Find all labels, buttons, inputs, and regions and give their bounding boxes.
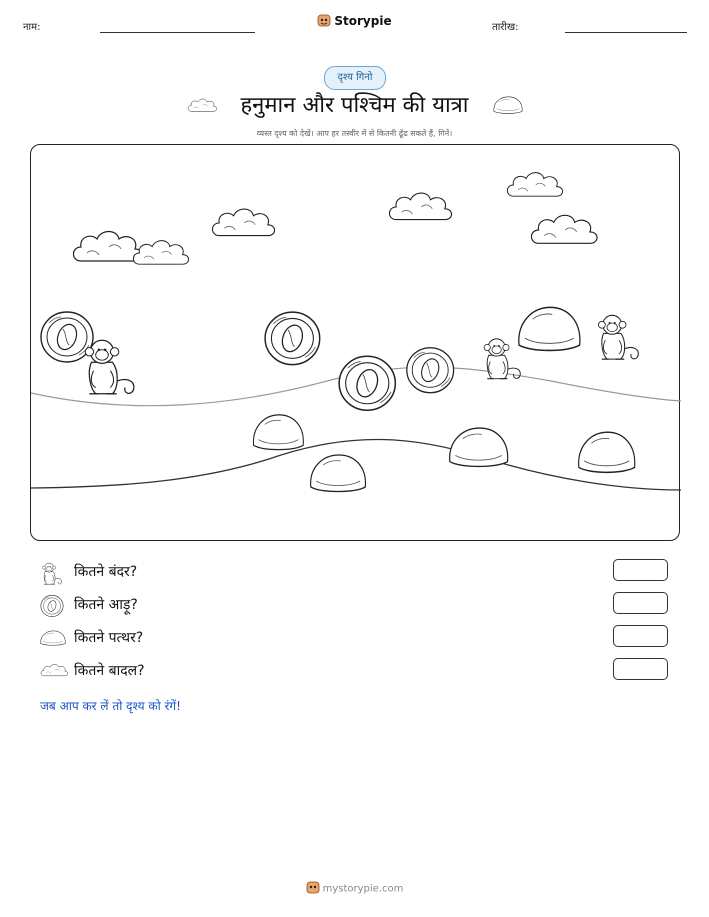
coloring-note: जब आप कर लें तो दृश्य को रंगें! [40,699,181,713]
brand [0,13,709,30]
cloud-icon [507,173,562,197]
footer [0,880,709,897]
question-text: कितने बंदर? [74,564,138,580]
monkey-icon [484,339,520,379]
peach-icon [41,312,93,362]
storypie-logo-icon [306,880,320,897]
answer-box-monkeys[interactable] [613,559,668,581]
footer-url[interactable]: mystorypie.com [322,883,404,895]
name-label: नाम: [23,22,41,33]
stone-icon [519,307,580,350]
cloud-icon [74,232,143,262]
storypie-logo-icon [317,13,331,30]
answer-box-clouds[interactable] [613,658,668,680]
answer-box-peaches[interactable] [613,592,668,614]
monkey-icon [85,340,134,394]
cloud-icon [389,193,451,220]
cloud-icon [40,660,68,684]
question-text: कितने बादल? [74,663,145,679]
answer-box-stones[interactable] [613,625,668,647]
stone-icon [493,95,523,119]
date-field[interactable] [565,32,687,33]
stone-icon [450,428,508,466]
stone-icon [40,627,66,653]
scene-illustration [31,145,681,542]
category-tag: दृश्य गिनो [324,66,386,90]
page-title: हनुमान और पश्चिम की यात्रा [240,93,469,118]
cloud-icon [212,209,274,236]
monkey-icon [598,315,638,359]
date-label: तारीख: [492,22,519,33]
peach-icon [265,312,320,365]
question-text: कितने पत्थर? [74,630,144,646]
question-text: कितने आड़ू? [74,597,138,613]
peach-icon [339,356,395,410]
stone-icon [253,415,303,450]
name-field[interactable] [100,32,255,33]
stone-icon [579,432,635,472]
brand-name: Storypie [334,14,392,28]
peach-icon [407,348,454,393]
peach-icon [40,594,64,622]
cloud-icon [531,215,597,243]
instructions: व्यस्त दृश्य को देखें। आप हर तस्वीर में से कितनी ढूँढ सकते हैं, गिनें। [256,129,453,138]
cloud-icon [133,241,188,265]
stone-icon [311,455,366,492]
scene-panel[interactable] [30,144,680,541]
monkey-icon [40,561,64,589]
